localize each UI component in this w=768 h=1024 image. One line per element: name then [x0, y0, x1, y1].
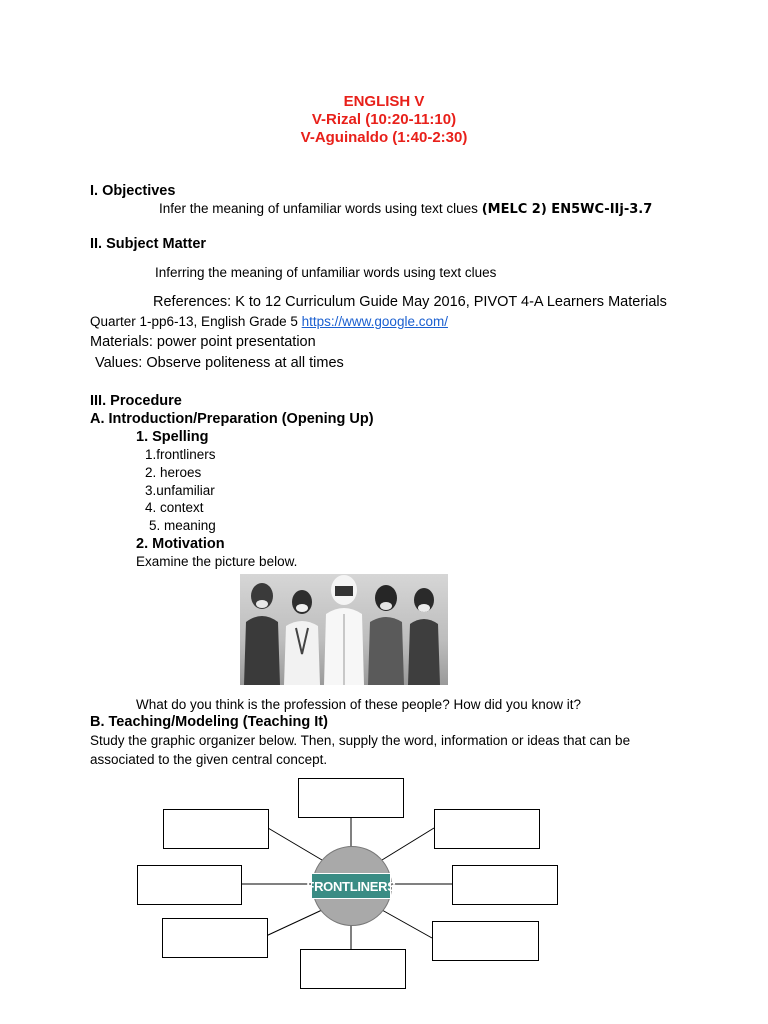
references-line-1: References: K to 12 Curriculum Guide May 2016, PIVOT 4-A Learners Materials [153, 294, 667, 310]
spelling-word: 2. heroes [145, 465, 202, 480]
organizer-box-upper-left[interactable] [163, 809, 269, 849]
materials-line: Materials: power point presentation [90, 334, 316, 350]
instruction-line-2: associated to the given central concept. [90, 752, 328, 767]
organizer-box-left[interactable] [137, 865, 242, 905]
frontliners-banner [306, 873, 396, 899]
instruction-line-1: Study the graphic organizer below. Then, supply the word, information or ideas that can be [90, 733, 631, 748]
profession-question: What do you think is the profession of these people? How did you know it? [136, 697, 582, 712]
section-rizal: V-Rizal (10:20-11:10) [311, 111, 457, 128]
section-aguinaldo: V-Aguinaldo (1:40-2:30) [300, 129, 468, 146]
part-b-heading: B. Teaching/Modeling (Teaching It) [90, 714, 328, 730]
values-line: Values: Observe politeness at all times [95, 355, 344, 371]
motivation-heading: 2. Motivation [136, 536, 225, 552]
organizer-box-right[interactable] [452, 865, 558, 905]
organizer-box-top[interactable] [298, 778, 404, 818]
organizer-box-lower-left[interactable] [162, 918, 268, 958]
organizer-box-upper-right[interactable] [434, 809, 540, 849]
spelling-word: 5. meaning [149, 518, 216, 533]
organizer-box-bottom[interactable] [300, 949, 406, 989]
subject-title: ENGLISH V [343, 93, 425, 110]
subject-topic: Inferring the meaning of unfamiliar words using text clues [155, 265, 497, 280]
organizer-box-lower-right[interactable] [432, 921, 539, 961]
motivation-text: Examine the picture below. [136, 554, 298, 569]
spelling-word: 1.frontliners [145, 447, 216, 462]
procedure-heading: III. Procedure [90, 393, 182, 409]
spelling-heading: 1. Spelling [136, 429, 209, 445]
objectives-code: (MELC 2) EN5WC-IIj-3.7 [481, 202, 653, 217]
references-link[interactable]: https://www.google.com/ [301, 314, 448, 329]
objectives-heading: I. Objectives [90, 183, 176, 199]
center-concept-label: FRONTLINERS [306, 878, 396, 894]
spelling-word: 3.unfamiliar [145, 483, 215, 498]
spelling-word: 4. context [145, 500, 204, 515]
references-text: Quarter 1-pp6-13, English Grade 5 [90, 314, 298, 329]
subject-matter-heading: II. Subject Matter [90, 236, 207, 252]
part-a-heading: A. Introduction/Preparation (Opening Up) [90, 411, 374, 427]
objectives-text: Infer the meaning of unfamiliar words using text clues [159, 201, 478, 216]
